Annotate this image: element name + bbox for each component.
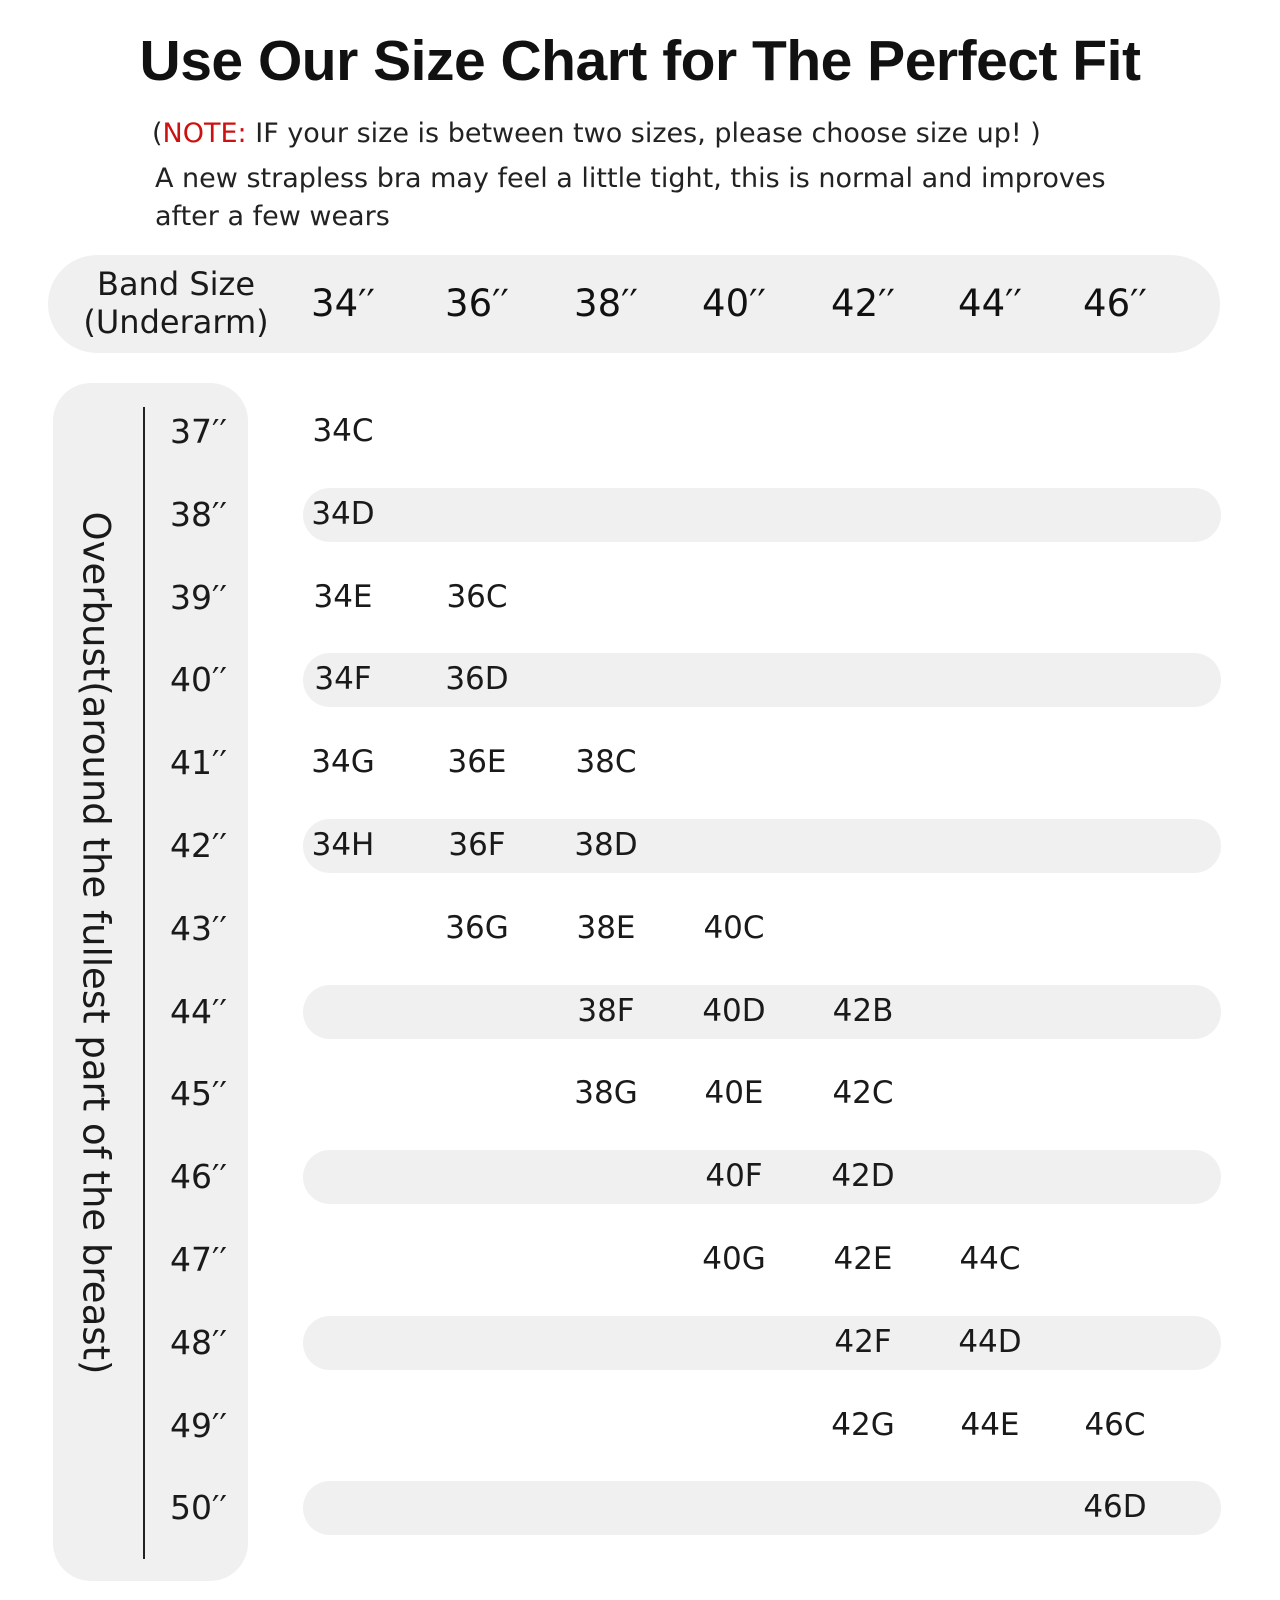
- size-note: [152, 118, 1041, 149]
- size-cell: 42C: [832, 1075, 894, 1112]
- size-cell: 34E: [313, 578, 373, 615]
- size-cell: 42D: [831, 1158, 895, 1195]
- size-cell: 40D: [702, 992, 766, 1029]
- size-cell: 44E: [960, 1406, 1020, 1443]
- size-cell: 36E: [447, 744, 507, 781]
- size-cell: 34G: [311, 744, 375, 781]
- note-label: NOTE:: [162, 118, 247, 149]
- overbust-size: 40′′: [170, 660, 227, 700]
- band-size-label: [76, 265, 276, 341]
- size-cell: 46D: [1083, 1489, 1147, 1526]
- size-cell: 36C: [446, 578, 508, 615]
- size-cell: 42B: [832, 992, 894, 1029]
- overbust-size: 42′′: [170, 826, 227, 865]
- band-size-6: 46′′: [1083, 282, 1147, 325]
- size-cell: 38C: [575, 744, 637, 781]
- size-cell: 38E: [576, 909, 636, 946]
- size-cell: 40C: [703, 909, 765, 946]
- size-cell: 44C: [959, 1241, 1021, 1277]
- sidebar-divider: [143, 407, 145, 1559]
- band-size-5: 44′′: [958, 282, 1022, 325]
- overbust-size: 45′′: [170, 1074, 227, 1114]
- size-cell: 40E: [704, 1075, 764, 1112]
- overbust-size: 37′′: [170, 412, 227, 451]
- row-band: [303, 488, 1221, 542]
- size-cell: 46C: [1084, 1406, 1146, 1443]
- overbust-size: 38′′: [170, 494, 227, 534]
- overbust-size: 47′′: [170, 1240, 227, 1279]
- size-cell: 44D: [958, 1323, 1022, 1360]
- overbust-size: 44′′: [170, 991, 227, 1031]
- overbust-size: 48′′: [170, 1322, 227, 1362]
- overbust-size: 41′′: [170, 743, 227, 783]
- overbust-size: 43′′: [170, 908, 227, 948]
- size-cell: 34H: [311, 827, 375, 863]
- size-cell: 40F: [705, 1158, 763, 1195]
- size-cell: 36G: [445, 909, 509, 946]
- size-cell: 42E: [833, 1241, 893, 1277]
- size-cell: 42G: [831, 1406, 895, 1443]
- strapless-note: A new strapless bra may feel a little tight, this is normal and improves after a few wears: [155, 163, 1106, 232]
- note-text: IF your size is between two sizes, please choose size up! ): [246, 118, 1041, 149]
- size-cell: 38D: [574, 827, 638, 863]
- size-cell: 42F: [834, 1323, 892, 1360]
- band-size-3: 40′′: [702, 282, 766, 325]
- overbust-axis-label: Overbust(around the fullest part of the breast): [74, 511, 118, 1375]
- note-open-paren: (: [152, 118, 163, 149]
- size-cell: 34F: [314, 661, 372, 698]
- overbust-size: 49′′: [170, 1405, 227, 1445]
- band-size-4: 42′′: [831, 282, 895, 325]
- band-size-label-line1: Band Size: [96, 265, 255, 303]
- size-cell: 38G: [574, 1075, 638, 1112]
- size-cell: 34D: [311, 495, 375, 532]
- row-band: [303, 1316, 1221, 1370]
- overbust-size: 39′′: [170, 577, 227, 617]
- size-cell: 40G: [702, 1241, 766, 1277]
- band-size-1: 36′′: [445, 282, 509, 325]
- band-size-0: 34′′: [311, 282, 375, 325]
- band-size-label-line2: (Underarm): [83, 303, 269, 341]
- overbust-size: 50′′: [170, 1488, 227, 1528]
- overbust-size: 46′′: [170, 1157, 227, 1197]
- size-cell: 38F: [577, 992, 635, 1029]
- size-cell: 34C: [312, 413, 374, 449]
- band-size-2: 38′′: [574, 282, 638, 325]
- size-cell: 36F: [448, 827, 506, 863]
- size-cell: 36D: [445, 661, 509, 698]
- page-title: Use Our Size Chart for The Perfect Fit: [139, 29, 1141, 93]
